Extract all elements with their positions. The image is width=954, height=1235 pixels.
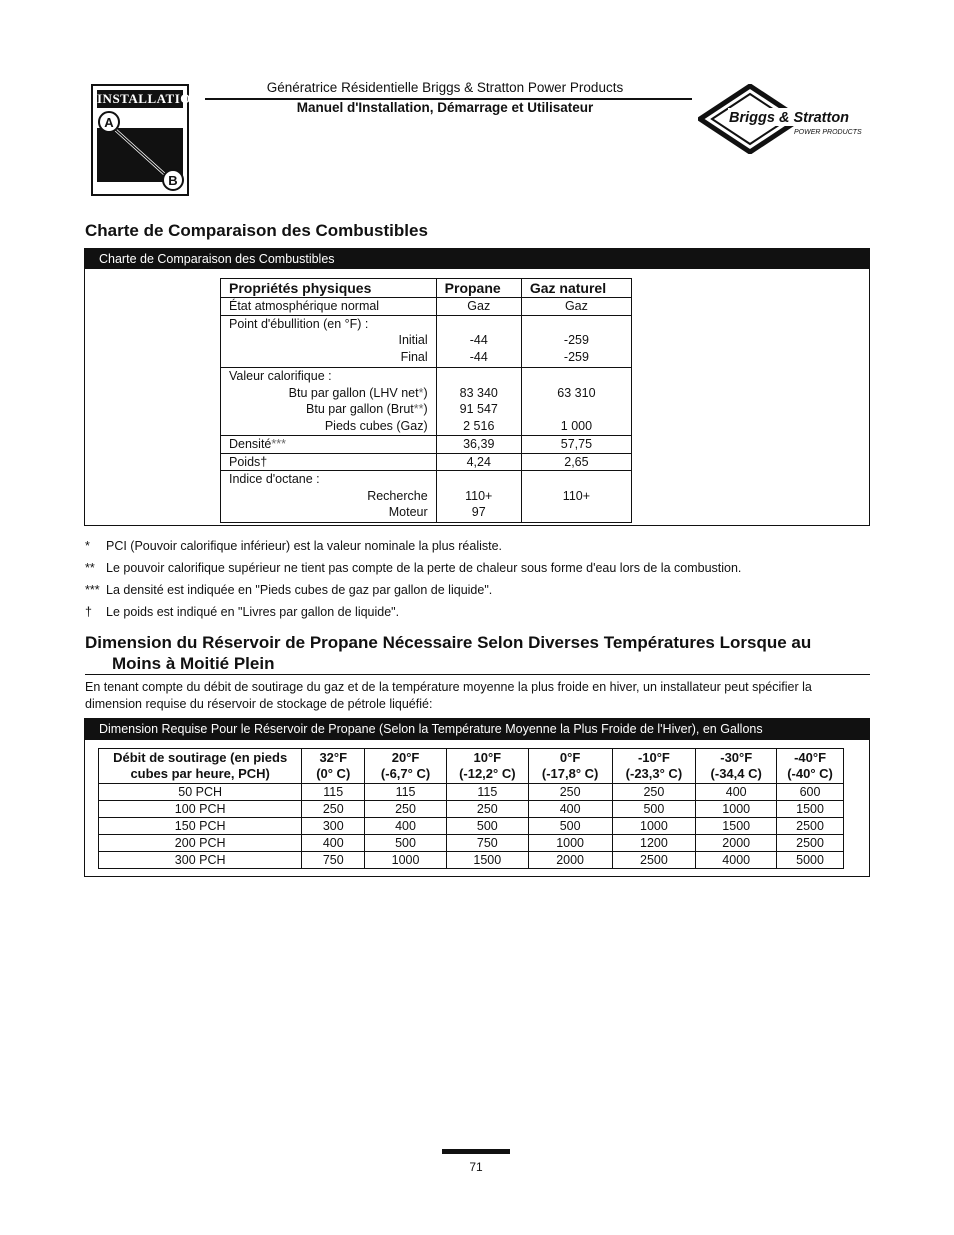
page-number: 71 — [469, 1160, 483, 1174]
table-row — [221, 298, 632, 316]
tank-size-box — [84, 718, 870, 877]
boiling-initial-label: Initial — [398, 333, 428, 347]
header-temp-20f: 20°F (-6,7° C) — [365, 749, 447, 784]
etat-propane: Gaz — [436, 298, 521, 316]
footnote — [85, 561, 870, 577]
density-propane: 36,39 — [436, 436, 521, 454]
octane-research-label: Recherche — [367, 488, 428, 503]
header-title: Génératrice Résidentielle Briggs & Stratton Power Products — [266, 80, 624, 95]
table-row: 100 PCH 250 250 250 400 500 1000 1500 — [99, 801, 844, 818]
tank-size-box-title: Dimension Requise Pour le Réservoir de Propane (Selon la Température Moyenne la Plus Froide de l'Hiver), en Gallons — [85, 719, 869, 740]
footnote-text: Le pouvoir calorifique supérieur ne tient pas compte de la perte de chaleur sous forme d'eau lors de la combustion. — [106, 561, 742, 575]
section-title-fuel-comparison: Charte de Comparaison des Combustibles — [85, 221, 428, 240]
heating-value-cell: Valeur calorifique : Btu par gallon (LHV net*) Btu par gallon (Brut**) Pieds cubes (Gaz) — [221, 368, 437, 436]
cubic-feet-label: Pieds cubes (Gaz) — [324, 418, 428, 433]
boiling-initial-gaz: -259 — [563, 333, 589, 347]
fuel-comparison-table — [220, 278, 632, 523]
header-temp-minus40f: -40°F (-40° C) — [777, 749, 844, 784]
fuel-comparison-box-title: Charte de Comparaison des Combustibles — [85, 249, 869, 269]
footnote-text: Le poids est indiqué en "Livres par gallon de liquide". — [106, 605, 400, 619]
header-subtitle: Manuel d'Installation, Démarrage et Utilisateur — [296, 100, 594, 115]
footnote-mark: *** — [85, 583, 100, 597]
header-temp-minus10f: -10°F (-23,3° C) — [612, 749, 696, 784]
section-divider — [85, 674, 870, 675]
footnote — [85, 583, 870, 599]
octane-label: Indice d'octane : — [229, 472, 320, 486]
density-label: Densité — [229, 437, 272, 451]
weight-gaz: 2,65 — [521, 453, 631, 471]
boiling-initial-propane: -44 — [469, 333, 488, 347]
marker-a-label: A — [104, 115, 114, 130]
table-row — [221, 453, 632, 471]
gross-footnote-mark: ** — [413, 402, 424, 416]
table-row: 200 PCH 400 500 750 1000 1200 2000 2500 — [99, 835, 844, 852]
table-row — [221, 436, 632, 454]
boiling-final-label: Final — [400, 349, 428, 364]
section-title-line1: Dimension du Réservoir de Propane Nécessaire Selon Diverses Températures Lorsque au — [85, 633, 812, 652]
footnote-mark: * — [85, 539, 90, 553]
gross-propane: 91 547 — [459, 402, 498, 416]
table-row: 50 PCH 115 115 115 250 250 400 600 — [99, 784, 844, 801]
table-row — [221, 315, 632, 368]
header-natural-gas: Gaz naturel — [521, 279, 631, 298]
cubic-feet-propane: 2 516 — [463, 418, 495, 433]
header-propane: Propane — [436, 279, 521, 298]
boiling-point-cell — [221, 315, 437, 368]
weight-label: Poids† — [221, 453, 437, 471]
briggs-stratton-logo — [698, 84, 873, 154]
intro-paragraph: En tenant compte du débit de soutirage du gaz et de la température moyenne la plus froide en hiver, un installateur peut spécifier la dimension requise du réservoir de stockage de pétrole liquéfié: — [85, 680, 812, 711]
lhv-label: Btu par gallon (LHV net — [288, 385, 419, 400]
footnote-mark: ** — [85, 561, 95, 575]
etat-gaz: Gaz — [521, 298, 631, 316]
brand-subtitle: POWER PRODUCTS — [794, 129, 862, 136]
boiling-point-label: Point d'ébullition (en °F) : — [229, 316, 369, 331]
footnote — [85, 605, 870, 621]
octane-cell — [221, 471, 437, 523]
boiling-final-gaz: -259 — [563, 349, 589, 364]
table-header-row — [221, 279, 632, 298]
installation-logo-text: INSTALLATION — [97, 91, 201, 106]
header-properties: Propriétés physiques — [221, 279, 437, 298]
footnote-mark: † — [85, 605, 92, 619]
header-temp-minus30f: -30°F (-34,4 C) — [696, 749, 777, 784]
section-title-propane-tank — [85, 632, 875, 674]
header-temp-32f: 32°F (0° C) — [302, 749, 365, 784]
lhv-footnote-mark: * — [418, 385, 424, 400]
density-footnote-mark: *** — [271, 437, 286, 451]
footnote — [85, 539, 870, 555]
footer-bar — [442, 1149, 510, 1154]
brand-name: Briggs & Stratton — [729, 110, 850, 126]
section-title-line2: Moins à Moitié Plein — [112, 654, 275, 673]
installation-logo — [91, 84, 201, 196]
heating-value-label: Valeur calorifique : — [229, 369, 332, 383]
lhv-gaz: 63 310 — [557, 385, 596, 400]
octane-research-gaz: 110+ — [562, 488, 591, 503]
table-row — [221, 368, 632, 436]
octane-research-propane: 110+ — [465, 488, 493, 503]
table-row — [221, 471, 632, 523]
gross-label: Btu par gallon (Brut — [306, 402, 414, 416]
lhv-propane: 83 340 — [459, 385, 498, 400]
cubic-feet-gaz: 1 000 — [560, 418, 593, 433]
footnote-text: La densité est indiquée en "Pieds cubes de gaz par gallon de liquide". — [106, 583, 493, 597]
tank-size-table — [98, 748, 844, 869]
table-row: 300 PCH 750 1000 1500 2000 2500 4000 5000 — [99, 852, 844, 869]
header-temp-0f: 0°F (-17,8° C) — [528, 749, 612, 784]
header-temp-10f: 10°F (-12,2° C) — [446, 749, 528, 784]
header-draw-rate: Débit de soutirage (en pieds cubes par heure, PCH) — [99, 749, 302, 784]
footnote-text: PCI (Pouvoir calorifique inférieur) est la valeur nominale la plus réaliste. — [106, 539, 503, 553]
fuel-comparison-box — [84, 248, 870, 526]
table-row: 150 PCH 300 400 500 500 1000 1500 2500 — [99, 818, 844, 835]
table-header-row — [99, 749, 844, 784]
octane-motor-propane: 97 — [471, 505, 486, 519]
installation-diagram-icon — [93, 86, 201, 194]
density-gaz: 57,75 — [521, 436, 631, 454]
octane-motor-label: Moteur — [388, 505, 428, 519]
etat-label: État atmosphérique normal — [221, 298, 437, 316]
marker-b-label: B — [168, 173, 178, 188]
boiling-final-propane: -44 — [469, 349, 488, 364]
weight-propane: 4,24 — [436, 453, 521, 471]
